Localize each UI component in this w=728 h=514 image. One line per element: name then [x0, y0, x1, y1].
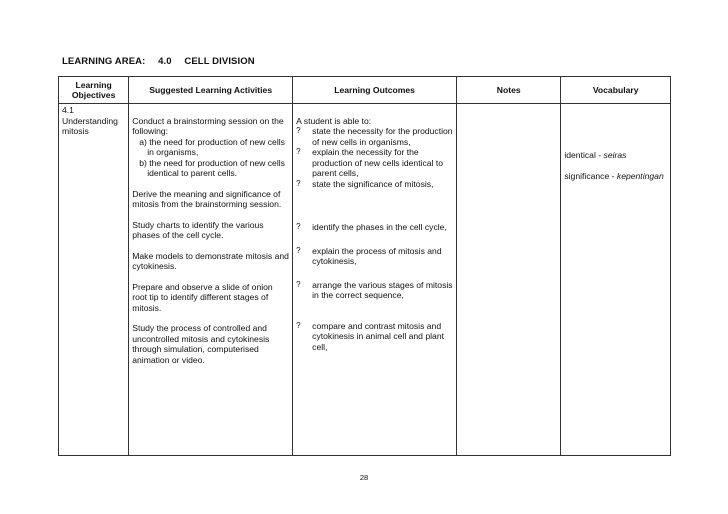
outcome-2-text: explain the necessity for the production of new cells identical to parent cells, — [312, 147, 444, 178]
learning-area-heading — [62, 56, 255, 67]
vocab-term: significance — [564, 171, 610, 181]
vocab-term: identical — [564, 150, 596, 160]
outcome-4 — [296, 222, 453, 233]
vocab-separator: - — [595, 150, 604, 160]
curriculum-table — [58, 76, 671, 456]
col-header-vocabulary: Vocabulary — [561, 77, 671, 104]
vocab-translation: kepentingan — [616, 171, 664, 181]
vocab-translation: seiras — [603, 150, 627, 160]
outcome-1 — [296, 126, 453, 147]
activity-5: Prepare and observe a slide of onion root tip to identify different stages of mitosis. — [132, 281, 273, 313]
objective-title-line1: Understanding — [62, 115, 118, 126]
activity-4: Make models to demonstrate mitosis and cytokinesis. — [132, 250, 289, 271]
outcome-7 — [296, 321, 453, 353]
outcome-7-text: compare and contrast mitosis and cytokinesis in animal cell and plant cell, — [312, 320, 444, 352]
col-header-activities: Suggested Learning Activities — [129, 77, 293, 104]
objective-code: 4.1 — [62, 105, 74, 115]
outcome-3 — [296, 179, 453, 190]
activity-1-sub-a: a) the need for production of new cells in organisms, — [139, 136, 285, 157]
outcome-1-text: state the necessity for the production of new cells in organisms, — [312, 126, 453, 147]
outcome-bullet-icon: ? — [296, 178, 301, 188]
activity-3: Study charts to identify the various phases of the cell cycle. — [132, 219, 264, 240]
outcome-bullet-icon: ? — [296, 147, 301, 156]
outcome-bullet-icon: ? — [296, 279, 301, 289]
outcome-bullet-icon: ? — [296, 126, 301, 135]
notes-cell — [457, 104, 561, 456]
table-row — [59, 104, 671, 456]
col-header-notes: Notes — [457, 77, 561, 104]
outcome-bullet-icon: ? — [296, 320, 301, 330]
outcomes-lead: A student is able to: — [296, 115, 372, 126]
vocabulary-cell — [561, 104, 671, 456]
objective-cell — [59, 104, 129, 456]
learning-area-number: 4.0 — [158, 56, 172, 67]
table-header-row — [59, 77, 671, 104]
learning-area-topic: CELL DIVISION — [184, 56, 255, 67]
activity-6: Study the process of controlled and uncontrolled mitosis and cytokinesis through simulation, computerised animation or video. — [132, 323, 270, 365]
outcome-3-text: state the significance of mitosis, — [312, 178, 434, 189]
outcome-4-text: identify the phases in the cell cycle, — [312, 222, 447, 232]
vocab-separator: - — [609, 171, 617, 181]
activity-1-sub-b: b) the need for production of new cells identical to parent cells. — [139, 157, 285, 178]
outcome-2 — [296, 147, 453, 179]
outcome-5 — [296, 246, 453, 267]
outcome-6 — [296, 280, 453, 301]
vocab-item — [564, 171, 667, 182]
outcome-bullet-icon: ? — [296, 245, 301, 255]
outcome-5-text: explain the process of mitosis and cytokinesis, — [312, 245, 442, 266]
learning-area-label: LEARNING AREA: — [62, 56, 146, 67]
page-number: 28 — [359, 473, 369, 482]
objective-title-line2: mitosis — [62, 126, 89, 136]
outcome-6-text: arrange the various stages of mitosis in the correct sequence, — [312, 279, 453, 300]
vocab-item — [564, 150, 667, 161]
activity-2: Derive the meaning and significance of mitosis from the brainstorming session. — [132, 188, 282, 209]
col-header-objectives: Learning Objectives — [59, 77, 129, 104]
activities-cell — [129, 104, 293, 456]
col-header-outcomes: Learning Outcomes — [293, 77, 457, 104]
activity-1-lead: Conduct a brainstorming session on the following: — [132, 115, 284, 136]
outcomes-cell — [293, 104, 457, 456]
outcome-bullet-icon: ? — [296, 222, 301, 231]
